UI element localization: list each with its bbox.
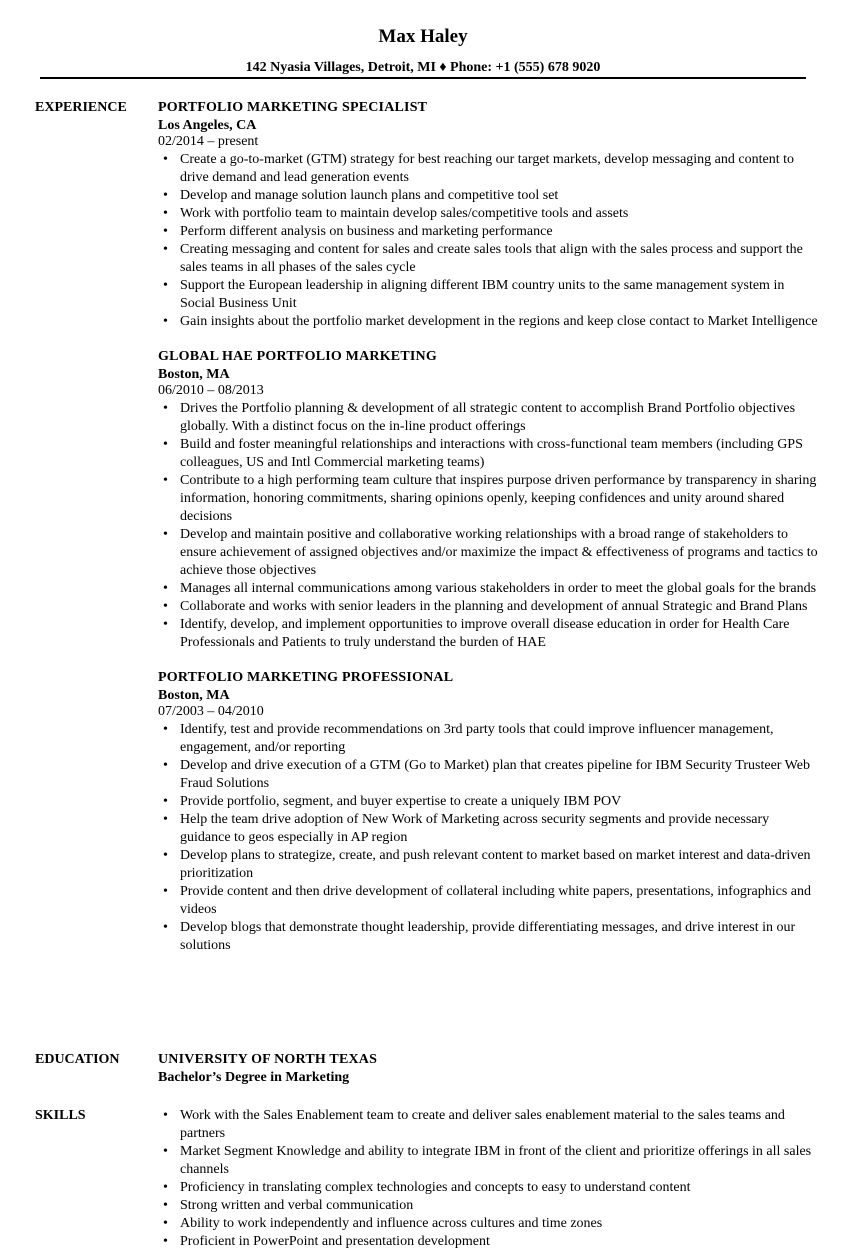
bullet-dot: • xyxy=(163,224,168,239)
resume-header xyxy=(40,24,806,77)
bullet-text: Ability to work independently and influence across cultures and time zones xyxy=(180,1216,603,1231)
bullet-item xyxy=(163,472,818,526)
bullet-item xyxy=(163,1179,818,1197)
experience-body xyxy=(158,99,818,972)
job-title: PORTFOLIO MARKETING SPECIALIST xyxy=(158,100,428,115)
bullet-item xyxy=(163,580,818,598)
bullet-text: Help the team drive adoption of New Work of Marketing across security segments and provide necessary guidance to geos especially in AP region xyxy=(180,812,770,845)
education-body xyxy=(158,1051,818,1087)
bullet-dot: • xyxy=(163,437,168,452)
bullet-text: Identify, develop, and implement opportunities to improve overall disease education in order for Health Care Professionals and Patients to truly understand the burden of HAE xyxy=(180,617,790,650)
job-entry xyxy=(158,348,818,652)
bullet-item xyxy=(163,919,818,955)
skills-bullets xyxy=(158,1107,818,1251)
bullet-item xyxy=(163,847,818,883)
bullet-item xyxy=(163,757,818,793)
bullet-item xyxy=(163,313,818,331)
job-dates: 02/2014 – present xyxy=(158,134,259,149)
bullet-item xyxy=(163,277,818,313)
bullet-text: Build and foster meaningful relationships and interactions with cross-functional team members (including GPS colleagues, US and Intl Commercial marketing teams) xyxy=(180,437,803,470)
skills-body xyxy=(158,1107,818,1251)
bullet-item xyxy=(163,721,818,757)
bullet-text: Creating messaging and content for sales and create sales tools that align with the sales process and support the sales teams in all phases of the sales cycle xyxy=(180,242,803,275)
bullet-dot: • xyxy=(163,581,168,596)
bullet-text: Develop and manage solution launch plans and competitive tool set xyxy=(180,188,559,203)
bullet-item xyxy=(163,1215,818,1233)
bullet-text: Support the European leadership in aligning different IBM country units to the same management system in Social Business Unit xyxy=(180,278,785,311)
job-location: Boston, MA xyxy=(158,367,230,382)
header-divider xyxy=(40,77,806,79)
contact-line: 142 Nyasia Villages, Detroit, MI ♦ Phone: +1 (555) 678 9020 xyxy=(245,60,601,75)
bullet-item xyxy=(163,1143,818,1179)
bullet-dot: • xyxy=(163,188,168,203)
bullet-item xyxy=(163,241,818,277)
bullet-text: Collaborate and works with senior leaders in the planning and development of annual Strategic and Brand Plans xyxy=(180,599,808,614)
bullet-text: Develop blogs that demonstrate thought leadership, provide differentiating messages, and drive interest in our solutions xyxy=(180,920,796,953)
bullet-text: Work with portfolio team to maintain develop sales/competitive tools and assets xyxy=(180,206,629,221)
job-location: Los Angeles, CA xyxy=(158,118,257,133)
bullet-item xyxy=(163,1197,818,1215)
bullet-dot: • xyxy=(163,1198,168,1213)
bullet-item xyxy=(163,187,818,205)
bullet-dot: • xyxy=(163,884,168,899)
bullet-dot: • xyxy=(163,848,168,863)
bullet-text: Proficient in PowerPoint and presentation development xyxy=(180,1234,490,1249)
job-title: PORTFOLIO MARKETING PROFESSIONAL xyxy=(158,670,454,685)
bullet-item xyxy=(163,436,818,472)
bullet-dot: • xyxy=(163,1108,168,1123)
job-bullets xyxy=(158,721,818,955)
job-location: Boston, MA xyxy=(158,688,230,703)
bullet-text: Contribute to a high performing team culture that inspires purpose driven performance by transparency in sharing information, honoring commitments, sharing opinions openly, keeping confidences and unity around shared decisions xyxy=(180,473,817,524)
bullet-dot: • xyxy=(163,599,168,614)
job-dates: 07/2003 – 04/2010 xyxy=(158,704,264,719)
candidate-name: Max Haley xyxy=(378,26,468,47)
bullet-text: Market Segment Knowledge and ability to integrate IBM in front of the client and prioritize offerings in all sales channels xyxy=(180,1144,812,1177)
bullet-item xyxy=(163,616,818,652)
bullet-item xyxy=(163,598,818,616)
bullet-dot: • xyxy=(163,1234,168,1249)
bullet-dot: • xyxy=(163,314,168,329)
bullet-dot: • xyxy=(163,617,168,632)
bullet-text: Manages all internal communications among various stakeholders in order to meet the global goals for the brands xyxy=(180,581,817,596)
job-title: GLOBAL HAE PORTFOLIO MARKETING xyxy=(158,349,437,364)
skills-heading: SKILLS xyxy=(35,1108,86,1123)
bullet-dot: • xyxy=(163,1180,168,1195)
school-name: UNIVERSITY OF NORTH TEXAS xyxy=(158,1052,378,1067)
bullet-dot: • xyxy=(163,722,168,737)
bullet-item xyxy=(163,1233,818,1251)
bullet-text: Gain insights about the portfolio market development in the regions and keep close contact to Market Intelligence xyxy=(180,314,818,329)
bullet-text: Develop plans to strategize, create, and push relevant content to market based on market interest and data-driven prioritization xyxy=(180,848,811,881)
bullet-dot: • xyxy=(163,473,168,488)
bullet-dot: • xyxy=(163,527,168,542)
bullet-dot: • xyxy=(163,794,168,809)
bullet-dot: • xyxy=(163,812,168,827)
bullet-text: Proficiency in translating complex technologies and concepts to easy to understand content xyxy=(180,1180,691,1195)
bullet-item xyxy=(163,811,818,847)
bullet-text: Provide content and then drive development of collateral including white papers, presentations, infographics and videos xyxy=(180,884,811,917)
bullet-item xyxy=(163,883,818,919)
bullet-item xyxy=(163,793,818,811)
bullet-text: Work with the Sales Enablement team to create and deliver sales enablement material to the sales teams and partners xyxy=(180,1108,785,1141)
bullet-dot: • xyxy=(163,206,168,221)
bullet-text: Drives the Portfolio planning & development of all strategic content to accomplish Brand Portfolio objectives globally. With a distinct focus on the in-line product offerings xyxy=(180,401,796,434)
bullet-text: Perform different analysis on business and marketing performance xyxy=(180,224,553,239)
bullet-dot: • xyxy=(163,278,168,293)
job-dates: 06/2010 – 08/2013 xyxy=(158,383,264,398)
job-entry xyxy=(158,669,818,955)
job-bullets xyxy=(158,400,818,652)
bullet-item xyxy=(163,1107,818,1143)
bullet-text: Provide portfolio, segment, and buyer expertise to create a uniquely IBM POV xyxy=(180,794,622,809)
experience-heading: EXPERIENCE xyxy=(35,100,127,115)
bullet-item xyxy=(163,526,818,580)
bullet-dot: • xyxy=(163,152,168,167)
job-bullets xyxy=(158,151,818,331)
education-heading: EDUCATION xyxy=(35,1052,120,1067)
bullet-dot: • xyxy=(163,1216,168,1231)
bullet-item xyxy=(163,205,818,223)
bullet-text: Identify, test and provide recommendations on 3rd party tools that could improve influencer management, engagement, and/or reporting xyxy=(180,722,774,755)
bullet-text: Create a go-to-market (GTM) strategy for best reaching our target markets, develop messaging and content to drive demand and lead generation events xyxy=(180,152,794,185)
bullet-dot: • xyxy=(163,242,168,257)
degree-name: Bachelor’s Degree in Marketing xyxy=(158,1070,350,1085)
bullet-text: Develop and drive execution of a GTM (Go to Market) plan that creates pipeline for IBM Security Trusteer Web Fraud Solutions xyxy=(180,758,810,791)
bullet-text: Strong written and verbal communication xyxy=(180,1198,414,1213)
bullet-dot: • xyxy=(163,920,168,935)
bullet-dot: • xyxy=(163,401,168,416)
bullet-dot: • xyxy=(163,758,168,773)
bullet-dot: • xyxy=(163,1144,168,1159)
bullet-item xyxy=(163,151,818,187)
bullet-item xyxy=(163,223,818,241)
bullet-text: Develop and maintain positive and collaborative working relationships with a broad range of stakeholders to ensure achievement of assigned objectives and/or maximize the impact & effectiveness of programs and tactics to achieve those objectives xyxy=(180,527,818,578)
bullet-item xyxy=(163,400,818,436)
job-entry xyxy=(158,99,818,331)
